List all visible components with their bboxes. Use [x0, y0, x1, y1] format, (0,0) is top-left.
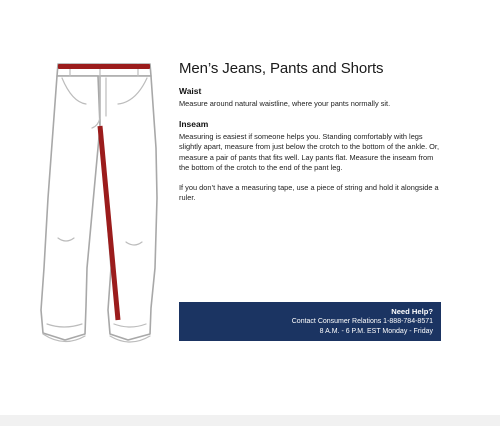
pants-measurement-illustration — [14, 38, 174, 358]
help-contact: Contact Consumer Relations 1-888-784-8571 — [291, 318, 433, 325]
waist-description: Measure around natural waistline, where your pants normally sit. — [179, 99, 391, 108]
help-banner — [179, 302, 441, 341]
size-guide — [179, 60, 441, 203]
measuring-tip: If you don’t have a measuring tape, use a piece of string and hold it alongside a ruler. — [179, 183, 439, 203]
inseam-description: Measuring is easiest if someone helps you. Standing comfortably with legs slightly apart, measure from just below the crotch to the bottom of the ankle. Or, measure a pair of pants that fits well. Lay pants flat. Measure the inseam from the bottom of the crotch to the end of the pant leg. — [179, 132, 440, 172]
waist-heading: Waist — [179, 86, 202, 96]
guide-title: Men’s Jeans, Pants and Shorts — [179, 60, 384, 77]
footer-band — [0, 415, 500, 426]
help-hours: 8 A.M. - 6 P.M. EST Monday - Friday — [319, 328, 433, 336]
inseam-heading: Inseam — [179, 119, 209, 130]
help-title: Need Help? — [391, 307, 433, 316]
